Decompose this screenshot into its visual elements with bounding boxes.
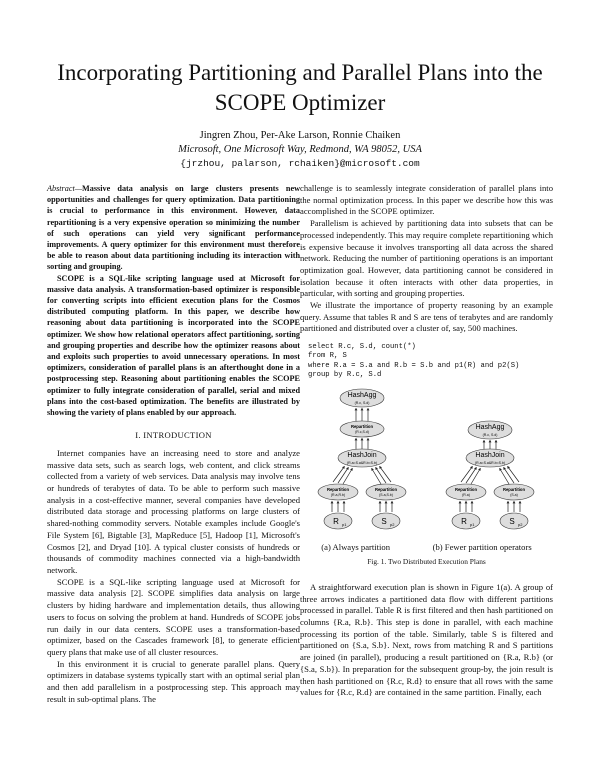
code-line: group by R.c, S.d [308,370,382,379]
hashagg-label-a: HashAgg [347,391,377,399]
right-para-2: Parallelism is achieved by partitioning data into subsets that can be processed independently. This may require complete repartitioning which is expensive because it involves transporting all data across the shared network. Reducing the number of partitioning operations is an important optimization goal. However, data partitioning cannot be considered in isolation because it often interacts with other data properties, in particular, with sorting and grouping properties. [300,218,553,299]
plan-b [446,421,534,529]
table-r-label-b: R [461,516,467,526]
author-block [0,129,600,171]
repartition-r-sub-a: (R.a,R.b) [330,492,346,497]
abstract-lead: Abstract— [47,184,83,193]
repartition-r-sub-b: (R.a) [462,492,470,497]
table-r-sub-b: p1 [470,521,475,527]
table-r-sub-a: p1 [342,521,347,527]
table-r-label-a: R [333,516,339,526]
code-line: from R, S [308,352,347,361]
intro-para-2: SCOPE is a SQL-like scripting language used at Microsoft for massive data analysis [2]. SCOPE simplifies data analysis on large clusters by hiding hardware and implementation details, thus allowing users to focus on solving the problem at hand. Hundreds of SCOPE jobs run daily in our data centers. SCOPE uses a transformation-based optimizer, based on the Cascades framework [8], to generate efficient query plans that make use of all cluster resources. [47,576,300,657]
abstract-text-1: Massive data analysis on large clusters presents new opportunities and challenges for query optimization. Data partitioning is crucial to performance in this environment. However, data repartitioning is a very expensive operation so minimizing the number of such operations can yield very significant performance improvements. A query optimizer for this environment must therefore be able to reason about data partitioning including its interaction with sorting and grouping. [47,184,300,272]
abstract-para-2: SCOPE is a SQL-like scripting language used at Microsoft for massive data analysis. A transformation-based optimizer is responsible for converting scripts into efficient execution plans for the Cosmos distributed computing platform. In this paper, we describe how reasoning about data partitioning is incorporated into the SCOPE optimizer. We show how relational operators affect partitioning, sorting and grouping properties and describe how the optimizer reasons about and exploits such properties to avoid unnecessary operations. In most optimizers, consideration of parallel plans is an afterthought done in a postprocessing step. Reasoning about partitioning enables the SCOPE optimizer to fully integrate consideration of parallel, serial and mixed plans into the cost-based optimization. The benefits are illustrated by showing the variety of plans enabled by our approach. [47,273,300,418]
query-code-block [308,343,553,380]
author-names: Jingren Zhou, Per-Ake Larson, Ronnie Chaiken [199,130,401,141]
repartition-sub-a: (R.c,S.d) [355,429,369,434]
subcaption-b: (b) Fewer partition operators [432,541,532,552]
figure-caption: Fig. 1. Two Distributed Execution Plans [367,557,486,567]
hashagg-sub-b: (R.c, S.d) [482,432,498,437]
table-s-sub-a: p2 [390,521,395,527]
hashagg-sub-a: (R.c, S.d) [354,400,370,405]
code-line: select R.c, S.d, count(*) [308,343,416,352]
hashjoin-label-a: HashJoin [347,451,377,459]
table-s-sub-b: p2 [518,521,523,527]
author-emails: {jrzhou, palarson, rchaiken}@microsoft.com [180,158,420,169]
plan-a [318,389,406,529]
hashagg-label-b: HashAgg [475,423,505,431]
abstract-para-1 [47,183,300,273]
repartition-s-label-b: Repartition [502,486,526,492]
right-column [300,183,553,699]
intro-para-1: Internet companies have an increasing need to store and analyze massive data sets, such as search logs, web content, and click streams collected from a variety of web services. Data analysis may involve tens or hundreds of terabytes of data. To be able to perform such massive analysis in a cost-effective manner, several companies have developed distributed data storage and processing platforms on large clusters of shared-nothing commodity servers. Notable examples include Google's File System [6], Bigtable [3], MapReduce [5], Hadoop [1], Microsoft's Cosmos [2], and Dryad [10]. A typical cluster consists of hundreds or thousands of commodity machines connected via a high-bandwidth network. [47,447,300,575]
table-s-label-a: S [381,516,387,526]
figure-1-diagram [300,386,553,536]
hashjoin-sub-b: (R.a=S.a&R.b=S.b) [474,460,506,465]
figure-1 [300,386,553,576]
code-line: where R.a = S.a and R.b = S.b and p1(R) and p2(S) [308,361,520,370]
figure-subcaptions [300,542,553,554]
repartition-label-a: Repartition [350,423,374,429]
left-column [47,183,300,705]
subcaption-a: (a) Always partition [321,541,391,552]
intro-para-3: In this environment it is crucial to generate parallel plans. Query optimizers in database systems typically start with an optimal serial plan and then add parallelism in a postprocessing step. This approach may result in sub-optimal plans. The [47,658,300,704]
repartition-s-sub-a: (S.a,S.b) [379,492,393,497]
repartition-r-label-a: Repartition [326,486,350,492]
right-para-3: We illustrate the importance of property reasoning by an example query. Assume that tables R and S are tens of terabytes and are randomly partitioned and distributed over a cluster of, say, 500 machines. [300,300,553,334]
repartition-s-sub-b: (S.a) [510,492,518,497]
right-para-4: A straightforward execution plan is shown in Figure 1(a). A group of three arrows indicates a partitioned data flow with different partitions processed in parallel. Table R is first filtered and then hash partitioned on columns {R.a, R.b}. This step is done in parallel, with each machine processing its portion of the table. Similarly, table S is filtered and partitioned on {S.a, S.b}. Next, rows from matching R and S partitions are joined (in parallel), producing a result partitioned on {R.a, R.b} (or {S.a, S.b}). In preparation for the subsequent group-by, the join result is then hash partitioned on {R.c, R.d} to ensure that all rows with the same values for {R.c, R.d} are contained in the same partition. Finally, each [300,581,553,698]
right-para-1: challenge is to seamlessly integrate consideration of parallel plans into the normal optimization process. In this paper we describe how this was accomplished in the SCOPE optimizer. [300,183,553,217]
section-heading-intro: I. INTRODUCTION [135,430,212,441]
table-s-label-b: S [509,516,515,526]
paper-title: Incorporating Partitioning and Parallel Plans into the SCOPE Optimizer [57,60,543,115]
repartition-s-label-a: Repartition [374,486,398,492]
repartition-r-label-b: Repartition [454,486,478,492]
hashjoin-label-b: HashJoin [475,451,505,459]
affiliation: Microsoft, One Microsoft Way, Redmond, WA 98052, USA [178,144,422,155]
hashjoin-sub-a: (R.a=S.a&R.b=S.b) [346,460,378,465]
